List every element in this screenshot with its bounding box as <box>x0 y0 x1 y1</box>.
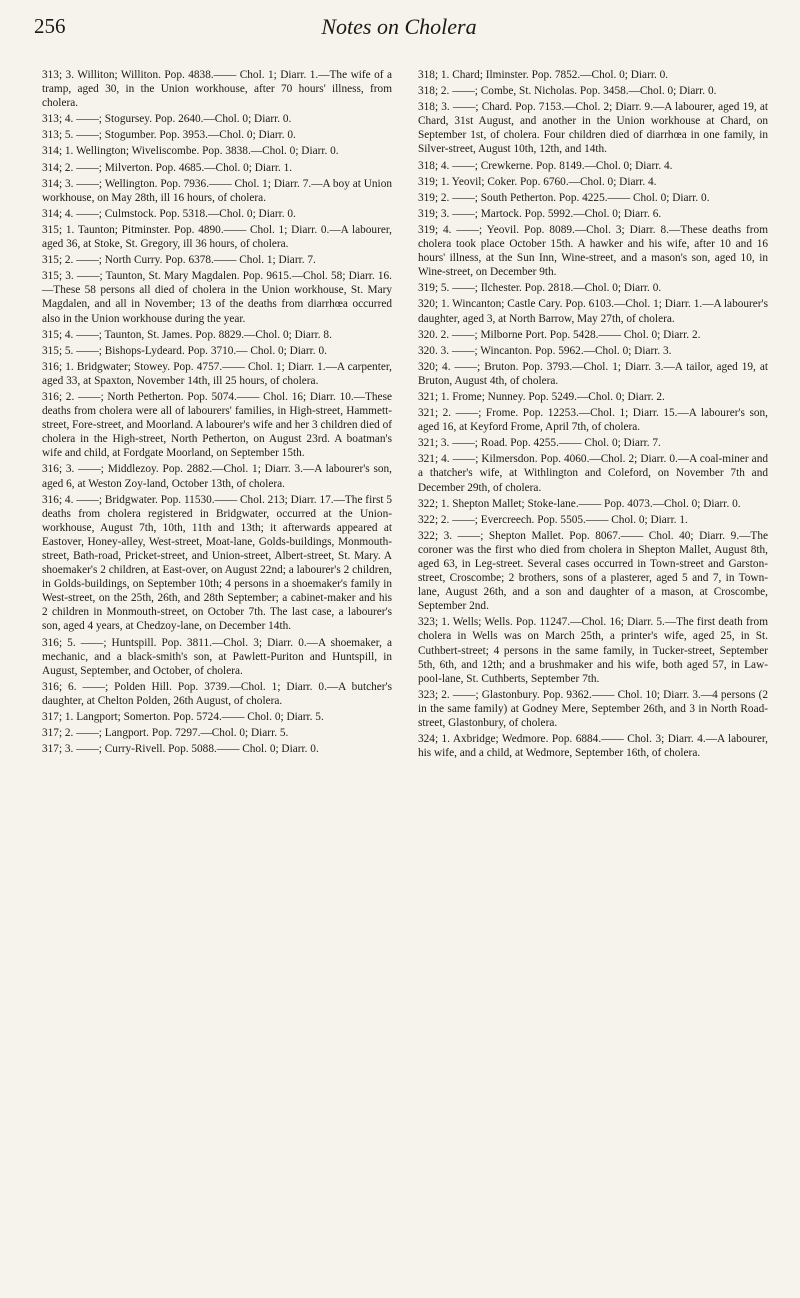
register-entry: 315; 3. ——; Taunton, St. Mary Magdalen. Pop. 9615.—Chol. 58; Diarr. 16.—These 58 persons all died of cholera in the Union workhouse, St. Mary Magdalen, and all in November; 13 of the deaths from diarrhœa occurred also in the Union workhouse during the year. <box>42 270 392 325</box>
register-entry: 313; 3. Williton; Williton. Pop. 4838.—— Chol. 1; Diarr. 1.—The wife of a tramp, aged 30, in the Union workhouse, after 70 hours' illness, from cholera. <box>42 69 392 110</box>
register-entry: 313; 5. ——; Stogumber. Pop. 3953.—Chol. 0; Diarr. 0. <box>42 129 296 142</box>
register-entry: 322; 2. ——; Evercreech. Pop. 5505.—— Chol. 0; Diarr. 1. <box>418 513 688 526</box>
register-entry: 316; 6. ——; Polden Hill. Pop. 3739.—Chol. 1; Diarr. 0.—A butcher's daughter, at Chelton Polden, 26th August, of cholera. <box>42 680 392 707</box>
register-entry: 320. 2. ——; Milborne Port. Pop. 5428.—— Chol. 0; Diarr. 2. <box>418 328 701 341</box>
register-entry: 320. 3. ——; Wincanton. Pop. 5962.—Chol. 0; Diarr. 3. <box>418 344 672 357</box>
register-entry: 323; 2. ——; Glastonbury. Pop. 9362.—— Chol. 10; Diarr. 3.—4 persons (2 in the same family) at Godney Mere, September 26th, and 3 in North Road-street, Glastonbury, of cholera. <box>418 688 768 730</box>
register-entry: 316; 5. ——; Huntspill. Pop. 3811.—Chol. 3; Diarr. 0.—A shoemaker, a mechanic, and a black-smith's son, at Pawlett-Puriton and Huntspill, in August, September, and October, of cholera. <box>42 636 392 677</box>
register-entry: 315; 5. ——; Bishops-Lydeard. Pop. 3710.— Chol. 0; Diarr. 0. <box>42 344 327 357</box>
register-entry: 314; 3. ——; Wellington. Pop. 7936.—— Chol. 1; Diarr. 7.—A boy at Union workhouse, on May 28th, ill 16 hours, of cholera. <box>42 177 392 204</box>
register-entry: 316; 3. ——; Middlezoy. Pop. 2882.—Chol. 1; Diarr. 3.—A labourer's son, aged 6, at Weston Zoy-land, October 13th, of cholera. <box>42 463 392 490</box>
page-header <box>34 14 764 44</box>
register-entry: 322; 1. Shepton Mallet; Stoke-lane.—— Pop. 4073.—Chol. 0; Diarr. 0. <box>418 497 741 510</box>
register-entry: 314; 4. ——; Culmstock. Pop. 5318.—Chol. 0; Diarr. 0. <box>42 207 296 220</box>
register-entry: 318; 3. ——; Chard. Pop. 7153.—Chol. 2; Diarr. 9.—A labourer, aged 19, at Chard, 31st August, and another in the Union workhouse at Chard, on September 1st, of cholera. Four children died of diarrhœa in one family, in Silver-street, August 10th, 12th, and 14th. <box>418 101 768 156</box>
right-column <box>418 68 768 762</box>
register-entry: 316; 4. ——; Bridgwater. Pop. 11530.—— Chol. 213; Diarr. 17.—The first 5 deaths from cholera registered in Bridgwater, occurred at the Union-workhouse, August 7th, 10th, 11th and 13th; it afterwards appeared at Eastover, Honey-alley, West-street, Moat-lane, Golds-buildings, Monmouth-street, Bath-road, Pricket-street, and Union-street, Albert-street, St. Mary. A shoemaker's 2 children, at East-over, on August 22nd; a labourer's 2 children, in Golds-buildings, on September 10th; 4 persons in a shoemaker's family in West-street, on the 25th, 26th, and 28th September; a cabinet-maker and his 2 children in Monmouth-street, on October 7th. The last case, a labourer's son, aged 4 years, at Chedzoy-lane, on December 14th. <box>42 493 392 633</box>
register-entry: 315; 2. ——; North Curry. Pop. 6378.—— Chol. 1; Diarr. 7. <box>42 254 316 267</box>
register-entry: 319; 2. ——; South Petherton. Pop. 4225.—— Chol. 0; Diarr. 0. <box>418 191 710 204</box>
register-entry: 317; 3. ——; Curry-Rivell. Pop. 5088.—— Chol. 0; Diarr. 0. <box>42 743 319 756</box>
register-entry: 316; 1. Bridgwater; Stowey. Pop. 4757.—— Chol. 1; Diarr. 1.—A carpenter, aged 33, at Spaxton, November 14th, ill 25 hours, of cholera. <box>42 360 392 387</box>
register-entry: 314; 2. ——; Milverton. Pop. 4685.—Chol. 0; Diarr. 1. <box>42 161 293 174</box>
register-entry: 321; 1. Frome; Nunney. Pop. 5249.—Chol. 0; Diarr. 2. <box>418 390 665 403</box>
register-entry: 317; 1. Langport; Somerton. Pop. 5724.—— Chol. 0; Diarr. 5. <box>42 711 324 724</box>
register-entry: 320; 1. Wincanton; Castle Cary. Pop. 6103.—Chol. 1; Diarr. 1.—A labourer's daughter, aged 3, at North Barrow, May 27th, of cholera. <box>418 298 768 325</box>
register-entry: 313; 4. ——; Stogursey. Pop. 2640.—Chol. 0; Diarr. 0. <box>42 113 292 126</box>
register-entry: 319; 1. Yeovil; Coker. Pop. 6760.—Chol. 0; Diarr. 4. <box>418 175 657 188</box>
register-entry: 315; 4. ——; Taunton, St. James. Pop. 8829.—Chol. 0; Diarr. 8. <box>42 328 332 341</box>
register-entry: 314; 1. Wellington; Wiveliscombe. Pop. 3838.—Chol. 0; Diarr. 0. <box>42 145 339 158</box>
register-entry: 318; 4. ——; Crewkerne. Pop. 8149.—Chol. 0; Diarr. 4. <box>418 159 673 172</box>
register-entry: 318; 2. ——; Combe, St. Nicholas. Pop. 3458.—Chol. 0; Diarr. 0. <box>418 85 717 98</box>
register-entry: 324; 1. Axbridge; Wedmore. Pop. 6884.—— Chol. 3; Diarr. 4.—A labourer, his wife, and a child, at Wedmore, September 16th, of cholera. <box>418 733 768 760</box>
register-entry: 322; 3. ——; Shepton Mallet. Pop. 8067.—— Chol. 40; Diarr. 9.—The coroner was the first who died from cholera in Shepton Mallet, August 8th, aged 63, in Leg-street. Several cases occurred in Town-street and Garston-street, Croscombe; 2 brothers, sons of a plasterer, aged 5 and 7, in Town-lane, August 26th, and a son and daughter of a mason, at Croscombe, September 2nd. <box>418 529 768 613</box>
running-title: Notes on Cholera <box>321 14 477 39</box>
register-entry: 321; 3. ——; Road. Pop. 4255.—— Chol. 0; Diarr. 7. <box>418 437 661 450</box>
register-entry: 318; 1. Chard; Ilminster. Pop. 7852.—Chol. 0; Diarr. 0. <box>418 69 669 81</box>
page-number: 256 <box>34 14 66 38</box>
register-entry: 320; 4. ——; Bruton. Pop. 3793.—Chol. 1; Diarr. 3.—A tailor, aged 19, at Bruton, August 4th, of cholera. <box>418 360 768 387</box>
left-column <box>42 68 392 758</box>
register-entry: 319; 3. ——; Martock. Pop. 5992.—Chol. 0; Diarr. 6. <box>418 207 662 220</box>
register-entry: 317; 2. ——; Langport. Pop. 7297.—Chol. 0; Diarr. 5. <box>42 727 289 740</box>
register-entry: 319; 4. ——; Yeovil. Pop. 8089.—Chol. 3; Diarr. 8.—These deaths from cholera took place October 15th. A hawker and his wife, after 10 and 16 hours' illness, at the Sun Inn, Wine-street, and a mason's son, aged 10, in Wine-street, on December 9th. <box>418 223 768 279</box>
register-entry: 321; 4. ——; Kilmersdon. Pop. 4060.—Chol. 2; Diarr. 0.—A coal-miner and a thatcher's wife, at Withlington and Coleford, on November 7th and December 29th, of cholera. <box>418 453 768 494</box>
register-entry: 323; 1. Wells; Wells. Pop. 11247.—Chol. 16; Diarr. 5.—The first death from cholera in Wells was on March 25th, a printer's wife, aged 25, in St. Cuthbert-street; 4 persons in the same family, in Tucker-street, September 5th, 6th, and 12th; and a brushmaker and his wife, both aged 57, in Law-pool-lane, St. Cuthberts, September 7th. <box>418 616 768 685</box>
register-entry: 319; 5. ——; Ilchester. Pop. 2818.—Chol. 0; Diarr. 0. <box>418 282 662 295</box>
register-entry: 321; 2. ——; Frome. Pop. 12253.—Chol. 1; Diarr. 15.—A labourer's son, aged 16, at Keyford Frome, April 7th, of cholera. <box>418 407 768 434</box>
register-entry: 315; 1. Taunton; Pitminster. Pop. 4890.—— Chol. 1; Diarr. 0.—A labourer, aged 36, at Stoke, St. Gregory, ill 36 hours, of cholera. <box>42 223 392 251</box>
register-entry: 316; 2. ——; North Petherton. Pop. 5074.—— Chol. 16; Diarr. 10.—These deaths from cholera were all of labourers' families, in High-street, Hammett-street, Fore-street, and Moorland. A labourer's wife and her 3 children died of cholera in the High-street, North Petherton, on August 23rd. A boatman's wife and child, at Fordgate Moorland, on September 15th. <box>42 390 392 460</box>
